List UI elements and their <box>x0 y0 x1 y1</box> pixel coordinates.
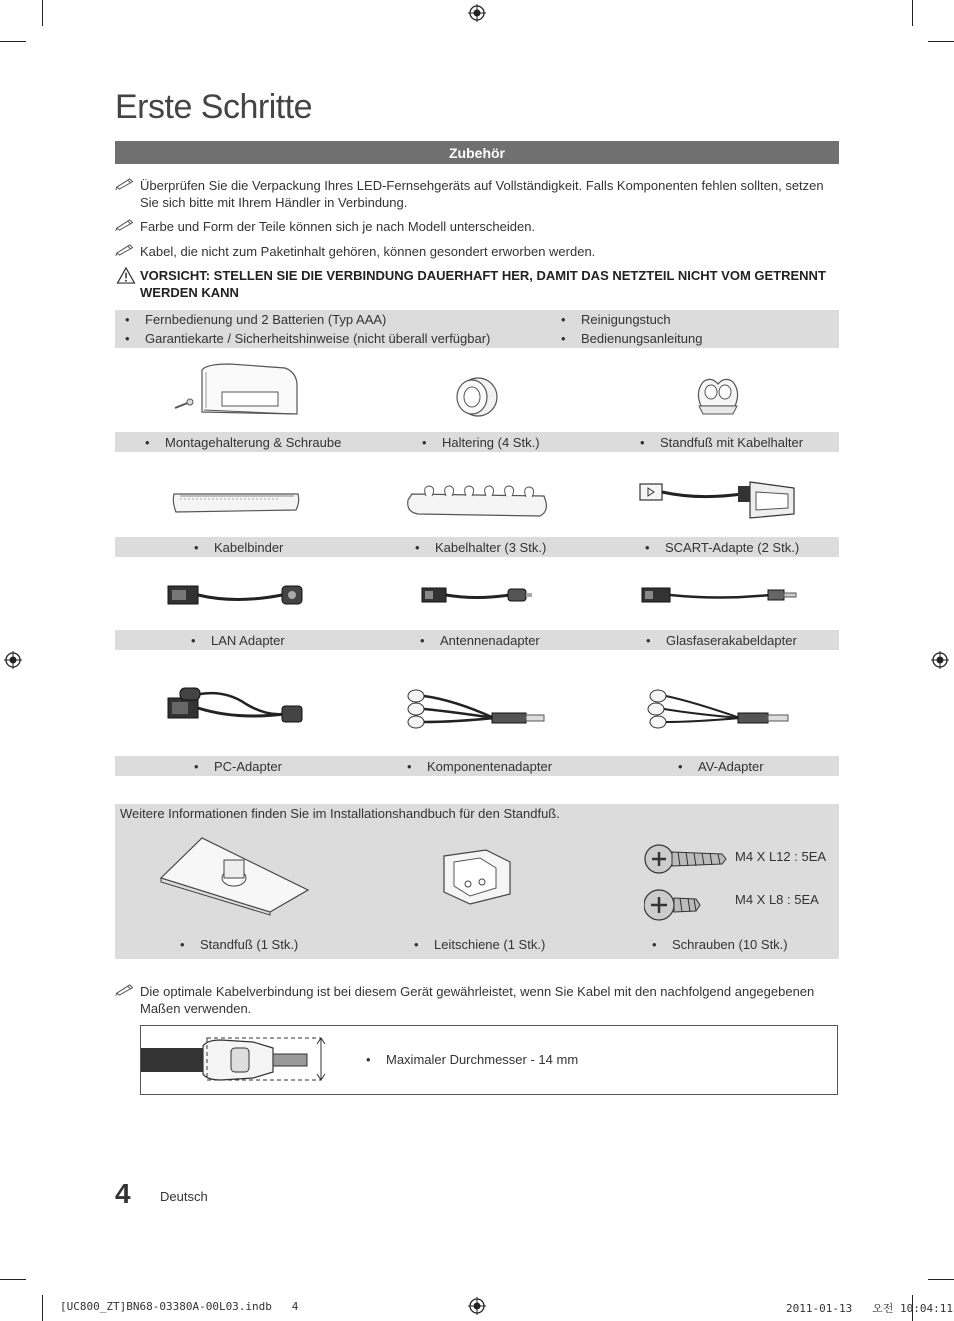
screw-short-spec: M4 X L8 : 5EA <box>735 892 819 907</box>
contents-item: • Fernbedienung und 2 Batterien (Typ AAA) <box>145 312 386 327</box>
page-language: Deutsch <box>160 1189 208 1204</box>
crop-mark <box>928 1279 954 1280</box>
note-item <box>115 177 839 213</box>
contents-item: • Bedienungsanleitung <box>581 331 702 346</box>
accessory-label: • Glasfaserakabeldapter <box>666 633 797 648</box>
stand-item-label: • Leitschiene (1 Stk.) <box>434 937 545 952</box>
accessory-label: • Montagehalterung & Schraube <box>165 435 341 450</box>
pencil-note-icon <box>115 983 137 996</box>
registration-mark-icon <box>468 4 486 22</box>
section-header: Zubehör <box>115 141 839 164</box>
holder-ring-image <box>450 375 500 420</box>
cable-tie-image <box>170 488 302 516</box>
guide-rail-image <box>440 848 512 908</box>
lan-adapter-image <box>166 582 306 608</box>
pencil-note-icon <box>115 218 137 231</box>
registration-mark-icon <box>4 651 22 669</box>
accessory-label: • LAN Adapter <box>211 633 285 648</box>
screw-short-icon <box>644 886 704 924</box>
screw-long-spec: M4 X L12 : 5EA <box>735 849 827 864</box>
caution-item <box>115 267 839 303</box>
stand-item-label: • Standfuß (1 Stk.) <box>200 937 298 952</box>
note-text: Kabel, die nicht zum Paketinhalt gehören, können gesondert erworben werden. <box>140 244 596 259</box>
stand-base-image <box>158 834 310 916</box>
note-item <box>115 983 839 1019</box>
pencil-note-icon <box>115 243 137 256</box>
caution-text: VORSICHT: STELLEN SIE DIE VERBINDUNG DAUERHAFT HER, DAMIT DAS NETZTEIL NICHT VOM GETRENNT WERDEN KANN <box>140 268 826 300</box>
print-file-info: [UC800_ZT]BN68-03380A-00L03.indb 4 <box>60 1300 299 1313</box>
stand-cable-holder-image <box>693 374 743 420</box>
pencil-note-icon <box>115 177 137 190</box>
registration-mark-icon <box>931 651 949 669</box>
accessory-label: • Haltering (4 Stk.) <box>442 435 540 450</box>
cable-max-label: • Maximaler Durchmesser - 14 mm <box>386 1052 578 1067</box>
crop-mark <box>0 1279 26 1280</box>
registration-mark-icon <box>468 1297 486 1315</box>
warning-triangle-icon <box>115 267 137 284</box>
accessory-label: • Kabelhalter (3 Stk.) <box>435 540 546 555</box>
page-number: 4 <box>115 1178 131 1209</box>
print-date-info: 2011-01-13 오전 10:04:11 <box>786 1302 953 1315</box>
crop-mark <box>912 0 913 26</box>
pc-adapter-image <box>166 686 306 732</box>
wall-mount-bracket-image <box>170 360 300 420</box>
av-adapter-image <box>644 688 794 730</box>
note-text: Farbe und Form der Teile können sich je nach Modell unterscheiden. <box>140 219 536 234</box>
cable-diameter-image <box>141 1036 331 1084</box>
crop-mark <box>42 0 43 26</box>
scart-adapter-image <box>638 478 798 520</box>
stand-item-label: • Schrauben (10 Stk.) <box>672 937 788 952</box>
contents-item: • Reinigungstuch <box>581 312 671 327</box>
crop-mark <box>42 1295 43 1321</box>
note-text: Die optimale Kabelverbindung ist bei diesem Gerät gewährleistet, wenn Sie Kabel mit den nachfolgend angegebenen Maßen verwenden. <box>140 984 815 1016</box>
antenna-adapter-image <box>420 584 534 606</box>
stand-info-text: Weitere Informationen finden Sie im Installationshandbuch für den Standfuß. <box>120 806 560 821</box>
optical-adapter-image <box>640 584 800 606</box>
accessory-label: • PC-Adapter <box>214 759 282 774</box>
accessory-label: • Komponentenadapter <box>427 759 552 774</box>
crop-mark <box>928 41 954 42</box>
note-item <box>115 218 839 236</box>
crop-mark <box>0 41 26 42</box>
cable-holder-image <box>404 484 550 520</box>
accessory-label: • AV-Adapter <box>698 759 764 774</box>
accessory-label: • Kabelbinder <box>214 540 283 555</box>
accessory-label: • Standfuß mit Kabelhalter <box>660 435 803 450</box>
component-adapter-image <box>404 688 550 730</box>
accessory-label: • SCART-Adapte (2 Stk.) <box>665 540 799 555</box>
note-item <box>115 243 839 261</box>
note-text: Überprüfen Sie die Verpackung Ihres LED-Fernsehgeräts auf Vollständigkeit. Falls Komponenten fehlen sollten, setzen Sie sich bitte mit Ihrem Händler in Verbindung. <box>140 178 824 210</box>
accessory-label: • Antennenadapter <box>440 633 540 648</box>
contents-item: • Garantiekarte / Sicherheitshinweise (nicht überall verfügbar) <box>145 331 490 346</box>
page-title: Erste Schritte <box>115 88 313 126</box>
screw-long-icon <box>644 842 728 876</box>
